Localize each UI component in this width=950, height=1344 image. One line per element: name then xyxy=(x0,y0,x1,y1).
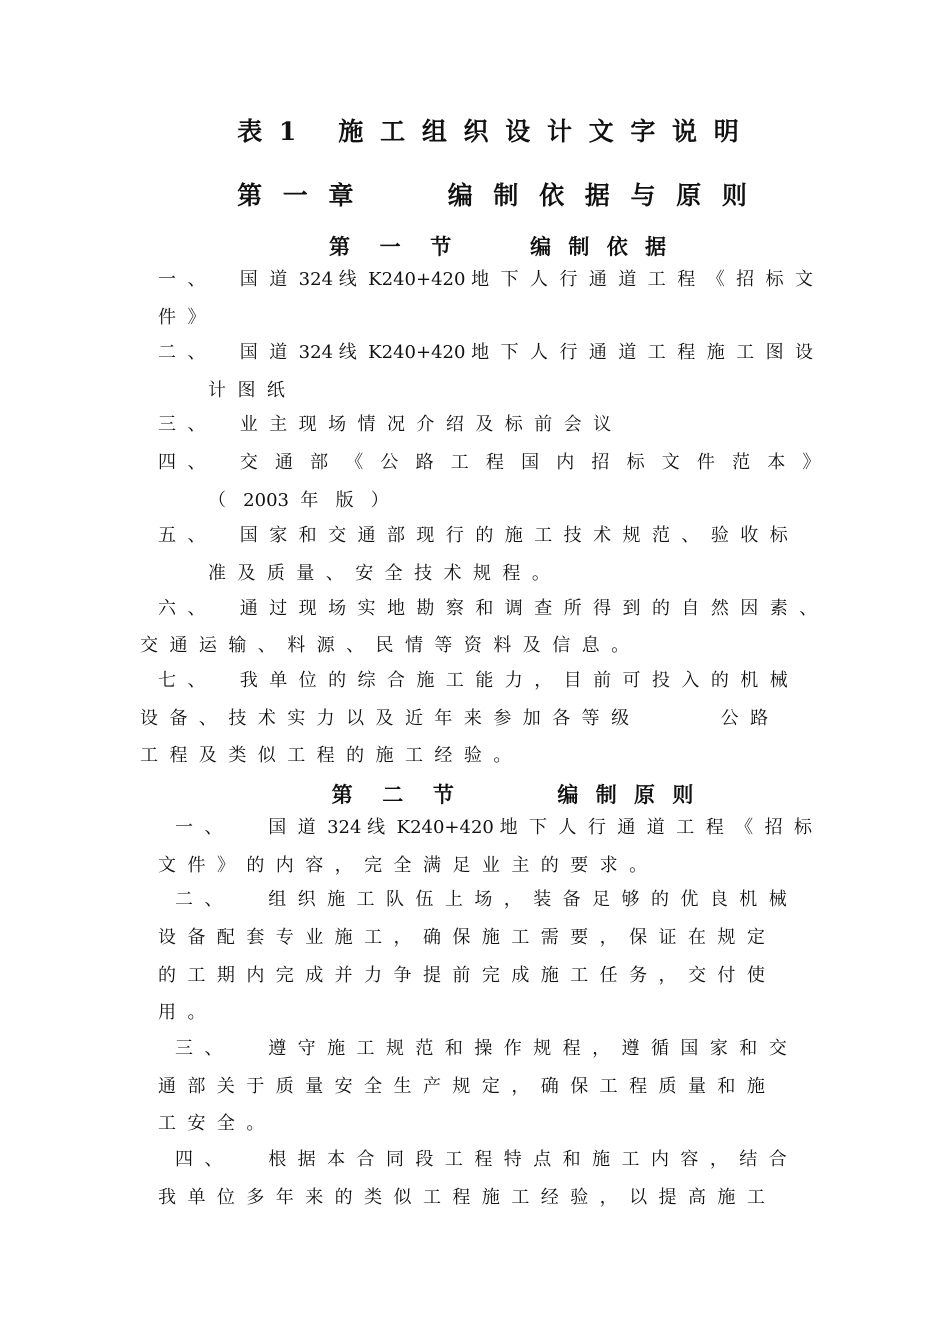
basis-item-1-line-2: 件 》 xyxy=(158,307,206,328)
principle-item-3-line-1: 三 、 遵 守 施 工 规 范 和 操 作 规 程 ， 遵 循 国 家 和 交 xyxy=(175,1038,787,1059)
basis-item-4-line-2: （ 2003 年 版 ） xyxy=(208,490,389,511)
principle-item-4-line-1: 四 、 根 据 本 合 同 段 工 程 特 点 和 施 工 内 容 ， 结 合 xyxy=(175,1149,787,1170)
principle-item-1-line-1: 一 、 国 道 324 线 K240+420 地 下 人 行 通 道 工 程 《 招 标 xyxy=(175,817,813,838)
basis-item-4-line-1: 四 、 交 通 部 《 公 路 工 程 国 内 招 标 文 件 范 本 》 xyxy=(158,452,821,473)
basis-item-6-line-1: 六 、 通 过 现 场 实 地 勘 察 和 调 查 所 得 到 的 自 然 因 素 、 xyxy=(158,598,818,619)
document-title: 表 1 施 工 组 织 设 计 文 字 说 明 xyxy=(237,117,743,146)
basis-item-7-line-3: 工 程 及 类 似 工 程 的 施 工 经 验 。 xyxy=(140,745,512,766)
basis-item-7-line-1: 七 、 我 单 位 的 综 合 施 工 能 力 ， 目 前 可 投 入 的 机 械 xyxy=(158,670,788,691)
principle-item-2-line-1: 二 、 组 织 施 工 队 伍 上 场 ， 装 备 足 够 的 优 良 机 械 xyxy=(175,889,787,910)
principle-item-2-line-2: 设 备 配 套 专 业 施 工 ， 确 保 施 工 需 要 ， 保 证 在 规 定 xyxy=(158,927,765,948)
section-heading-principles: 第 二 节 编 制 原 则 xyxy=(331,782,699,807)
section-heading-basis: 第 一 节 编 制 依 据 xyxy=(328,234,672,259)
principle-item-3-line-2: 通 部 关 于 质 量 安 全 生 产 规 定 ， 确 保 工 程 质 量 和 施 xyxy=(158,1076,765,1097)
principle-item-2-line-4: 用 。 xyxy=(158,1002,206,1023)
basis-item-7-line-2: 设 备 、 技 术 实 力 以 及 近 年 来 参 加 各 等 级 公 路 xyxy=(140,708,769,729)
principle-item-4-line-2: 我 单 位 多 年 来 的 类 似 工 程 施 工 经 验 ， 以 提 高 施 工 xyxy=(158,1187,765,1208)
basis-item-1-line-1: 一 、 国 道 324 线 K240+420 地 下 人 行 通 道 工 程 《 招 标 文 xyxy=(158,269,814,290)
principle-item-2-line-3: 的 工 期 内 完 成 并 力 争 提 前 完 成 施 工 任 务 ， 交 付 使 xyxy=(158,965,765,986)
basis-item-3: 三 、 业 主 现 场 情 况 介 绍 及 标 前 会 议 xyxy=(158,414,612,435)
principle-item-3-line-3: 工 安 全 。 xyxy=(158,1113,265,1134)
chapter-heading: 第 一 章 编 制 依 据 与 原 则 xyxy=(237,181,753,210)
basis-item-5-line-2: 准 及 质 量 、 安 全 技 术 规 程 。 xyxy=(208,563,550,584)
basis-item-6-line-2: 交 通 运 输 、 料 源 、 民 情 等 资 料 及 信 息 。 xyxy=(140,635,630,656)
basis-item-2-line-2: 计 图 纸 xyxy=(208,380,285,401)
basis-item-2-line-1: 二 、 国 道 324 线 K240+420 地 下 人 行 通 道 工 程 施 工 图 设 xyxy=(158,342,814,363)
principle-item-1-line-2: 文 件 》 的 内 容 ， 完 全 满 足 业 主 的 要 求 。 xyxy=(158,855,648,876)
basis-item-5-line-1: 五 、 国 家 和 交 通 部 现 行 的 施 工 技 术 规 范 、 验 收 标 xyxy=(158,525,788,546)
